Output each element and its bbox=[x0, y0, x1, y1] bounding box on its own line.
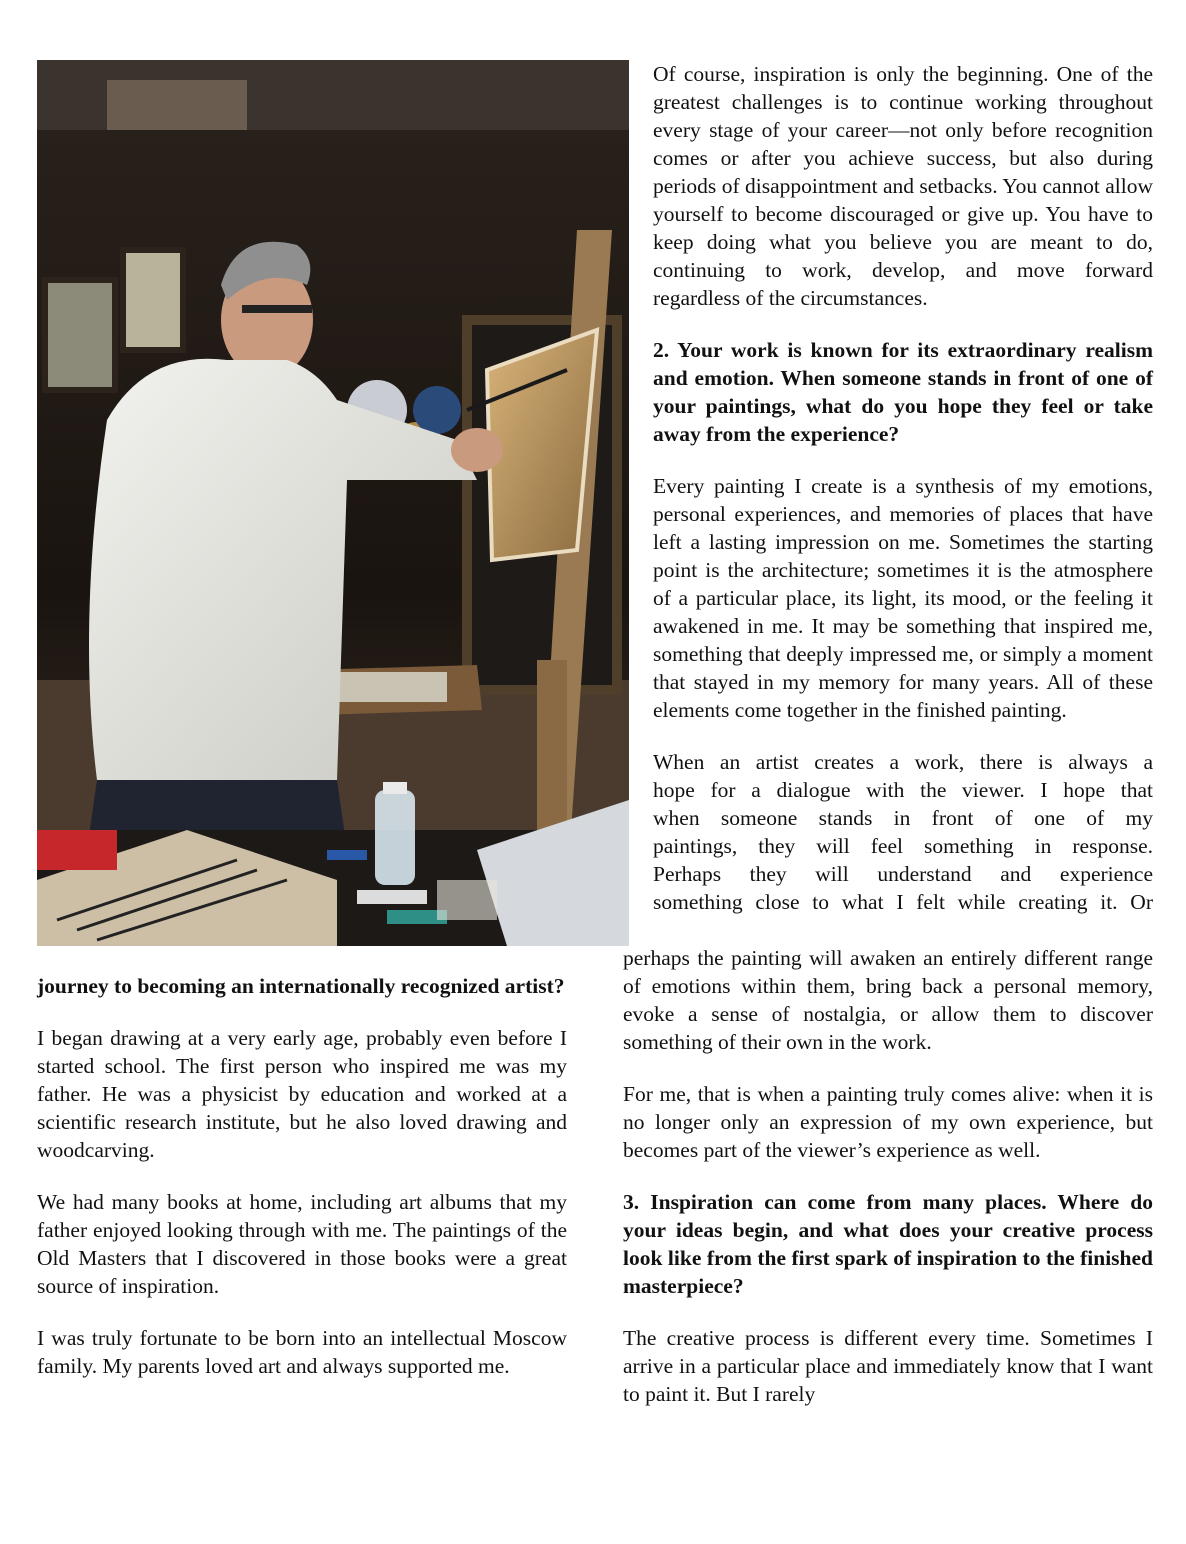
artist-painting-photo bbox=[37, 60, 629, 946]
question-1-heading-continued: journey to becoming an internationally recognized artist? bbox=[37, 974, 565, 998]
answer-2-paragraph-3: For me, that is when a painting truly comes alive: when it is no longer only an expression of my own experience, but becomes part of the viewer’s experience as well. bbox=[623, 1082, 1153, 1162]
answer-2-paragraph-2-continued: perhaps the painting will awaken an entirely different range of emotions within them, bring back a personal memory, evoke a sense of nostalgia, or allow them to discover something of their own in the work. bbox=[623, 946, 1153, 1054]
photo-illustration bbox=[37, 60, 629, 946]
answer-1-paragraph-1: I began drawing at a very early age, probably even before I started school. The first person who inspired me was my father. He was a physicist by education and worked at a scientific research institute, but he also loved drawing and woodcarving. bbox=[37, 1026, 567, 1162]
answer-1-paragraph-3: I was truly fortunate to be born into an intellectual Moscow family. My parents loved art and always supported me. bbox=[37, 1326, 567, 1378]
intro-paragraph: Of course, inspiration is only the beginning. One of the greatest challenges is to continue working throughout every stage of your career—not only before recognition comes or after you achieve success, but also during periods of disappointment and setbacks. You cannot allow yourself to become discouraged or give up. You have to keep doing what you believe you are meant to do, continuing to work, develop, and move forward regardless of the circumstances. bbox=[653, 62, 1153, 310]
answer-2-paragraph-1: Every painting I create is a synthesis of my emotions, personal experiences, and memories of places that have left a lasting impression on me. Sometimes the starting point is the architecture; sometimes it is the atmosphere of a particular place, its light, its mood, or the feeling it awakened in me. It may be something that inspired me, something that deeply impressed me, or simply a moment that stayed in my memory for many years. All of these elements come together in the finished painting. bbox=[653, 474, 1153, 722]
text-line: When an artist creates a work, there is always a bbox=[653, 750, 1153, 774]
answer-2-paragraph-2-start bbox=[653, 748, 1153, 916]
text-line: something close to what I felt while creating it. Or bbox=[653, 890, 1153, 914]
answer-3-paragraph-1: The creative process is different every time. Sometimes I arrive in a particular place and immediately know that I want to paint it. But I rarely bbox=[623, 1326, 1153, 1406]
text-line: paintings, they will feel something in response. bbox=[653, 834, 1153, 858]
right-column-bottom bbox=[623, 944, 1153, 1408]
answer-1-paragraph-2: We had many books at home, including art albums that my father enjoyed looking through with me. The paintings of the Old Masters that I discovered in those books were a great source of inspiration. bbox=[37, 1190, 567, 1298]
text-line: when someone stands in front of one of my bbox=[653, 806, 1153, 830]
text-line: hope for a dialogue with the viewer. I hope that bbox=[653, 778, 1153, 802]
left-column-bottom bbox=[37, 972, 567, 1380]
text-line: Perhaps they will understand and experience bbox=[653, 862, 1153, 886]
question-2-heading: 2. Your work is known for its extraordinary realism and emotion. When someone stands in front of one of your paintings, what do you hope they feel or take away from the experience? bbox=[653, 338, 1153, 446]
question-3-heading: 3. Inspiration can come from many places. Where do your ideas begin, and what does your creative process look like from the first spark of inspiration to the finished masterpiece? bbox=[623, 1190, 1153, 1298]
right-column-top bbox=[653, 60, 1153, 916]
